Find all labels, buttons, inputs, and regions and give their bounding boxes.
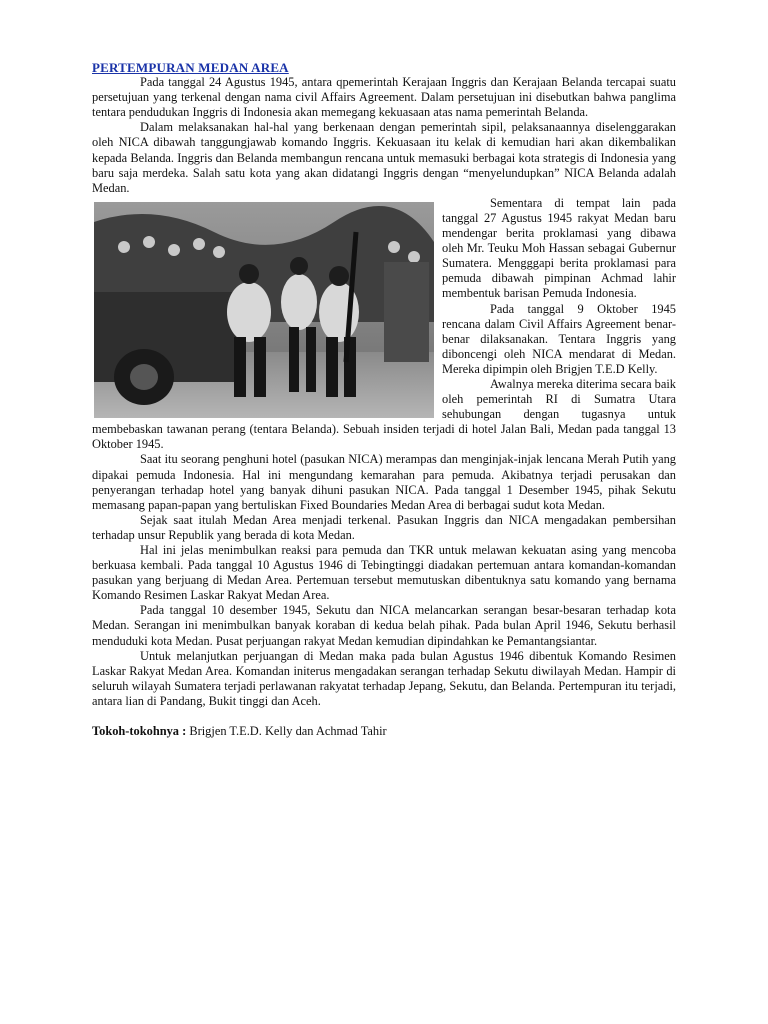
tokoh-value: Brigjen T.E.D. Kelly dan Achmad Tahir: [189, 724, 387, 739]
paragraph-7: Sejak saat itulah Medan Area menjadi terkenal. Pasukan Inggris dan NICA mengadakan pembersihan terhadap unsur Republik yang berada di kota Medan.: [92, 512, 676, 542]
historical-photo: [94, 202, 434, 418]
tokoh-line: [92, 724, 676, 739]
paragraph-5: Awalnya mereka diterima secara baik oleh pemerintah RI di Sumatra Utara sehubungan dengan tugasnya untuk membebaskan tawanan perang (tentara Belanda). Sebuah insiden terjadi di hotel Jalan Bali, Medan pada tanggal 13 Oktober 1945.: [92, 376, 677, 452]
paragraph-3: Sementara di tempat lain pada tanggal 27 Agustus 1945 rakyat Medan baru mendengar berita proklamasi yang dibawa oleh Mr. Teuku Moh Hassan sebagai Gubernur Sumatera. Mengggapi berita proklamasi para pemuda dibawah pimpinan Achmad lahir membentuk barisan Pemuda Indonesia.: [442, 195, 676, 301]
paragraph-2: [92, 120, 676, 195]
paragraph-10: Untuk melanjutkan perjuangan di Medan maka pada bulan Agustus 1946 dibentuk Komando Resimen Laskar Rakyat Medan Area. Komandan initerus mengadakan serangan terhadap Sekutu diwilayah Medan. Hampir di seluruh wilayah Sumatera terjadi perlawanan rakyatat terhadap Jepang, Sekutu, dan Belanda. Pertempuran itu terjadi, antara lian di Pandang, Bukit tinggi dan Aceh.: [92, 648, 676, 708]
photo-image: [94, 202, 434, 418]
paragraph-1: Pada tanggal 24 Agustus 1945, antara qpemerintah Kerajaan Inggris dan Kerajaan Belanda tercapai suatu persetujuan yang terkenal dengan nama civil Affairs Agreement. Dalam persetujuan ini disebutkan bahwa panglima tentara pendudukan Inggris di Indonesia akan memegang kekuasaan atas nama pemerintah Belanda.: [92, 75, 676, 120]
paragraph-4: Pada tanggal 9 Oktober 1945 rencana dalam Civil Affairs Agreement benar-benar dilaksanakan. Tentara Inggris yang diboncengi oleh NICA mendarat di Medan. Mereka dipimpin oleh Brigjen T.E.D Kelly.: [442, 301, 676, 376]
paragraph-2-text: Dalam melaksanakan hal-hal yang berkenaan dengan pemerintah sipil, pelaksanaannya diselenggarakan oleh NICA dibawah tanggungjawab komando Inggris. Kekuasaan itu kelak di kemudian hari akan dikembalikan kepada Belanda. Inggris dan Belanda membangun rencana untuk memasuki berbagai kota strategis di Indonesia yang baru saja merdeka. Salah satu kota yang akan didatangi Inggris dengan “menyelundupkan” NICA Belanda adalah Medan.: [92, 120, 676, 195]
paragraph-6: Saat itu seorang penghuni hotel (pasukan NICA) merampas dan menginjak-injak lencana Merah Putih yang dipakai pemuda Indonesia. Hal ini mengundang kemarahan para pemuda. Akibatnya terjadi perusakan dan penyerangan terhadap hotel yang banyak dihuni pasukan NICA. Pada tanggal 1 Desember 1945, pihak Sekutu memasang papan-papan yang bertuliskan Fixed Boundaries Medan Area di berbagai sudut kota Medan.: [92, 452, 676, 512]
document-page: [92, 60, 676, 739]
paragraph-8: Hal ini jelas menimbulkan reaksi para pemuda dan TKR untuk melawan kekuatan asing yang mencoba berkuasa kembali. Pada tanggal 10 Agustus 1946 di Tebingtinggi diadakan pertemuan antara komandan-komandan pasukan yang berjuang di Medan Area. Pertemuan tersebut memutuskan dibentuknya satu komando yang bernama Komando Resimen Laskar Rakyat Medan Area.: [92, 543, 676, 603]
paragraph-9: Pada tanggal 10 desember 1945, Sekutu dan NICA melancarkan serangan besar-besaran terhadap kota Medan. Serangan ini menimbulkan banyak koraban di kedua belah pihak. Pada bulan April 1946, Sekutu berhasil menduduki kota Medan. Pusat perjuangan rakyat Medan kemudian dipindahkan ke Pemantangsiantar.: [92, 603, 676, 648]
tokoh-label: Tokoh-tokohnya :: [92, 724, 187, 739]
document-title[interactable]: PERTEMPURAN MEDAN AREA: [92, 60, 289, 75]
